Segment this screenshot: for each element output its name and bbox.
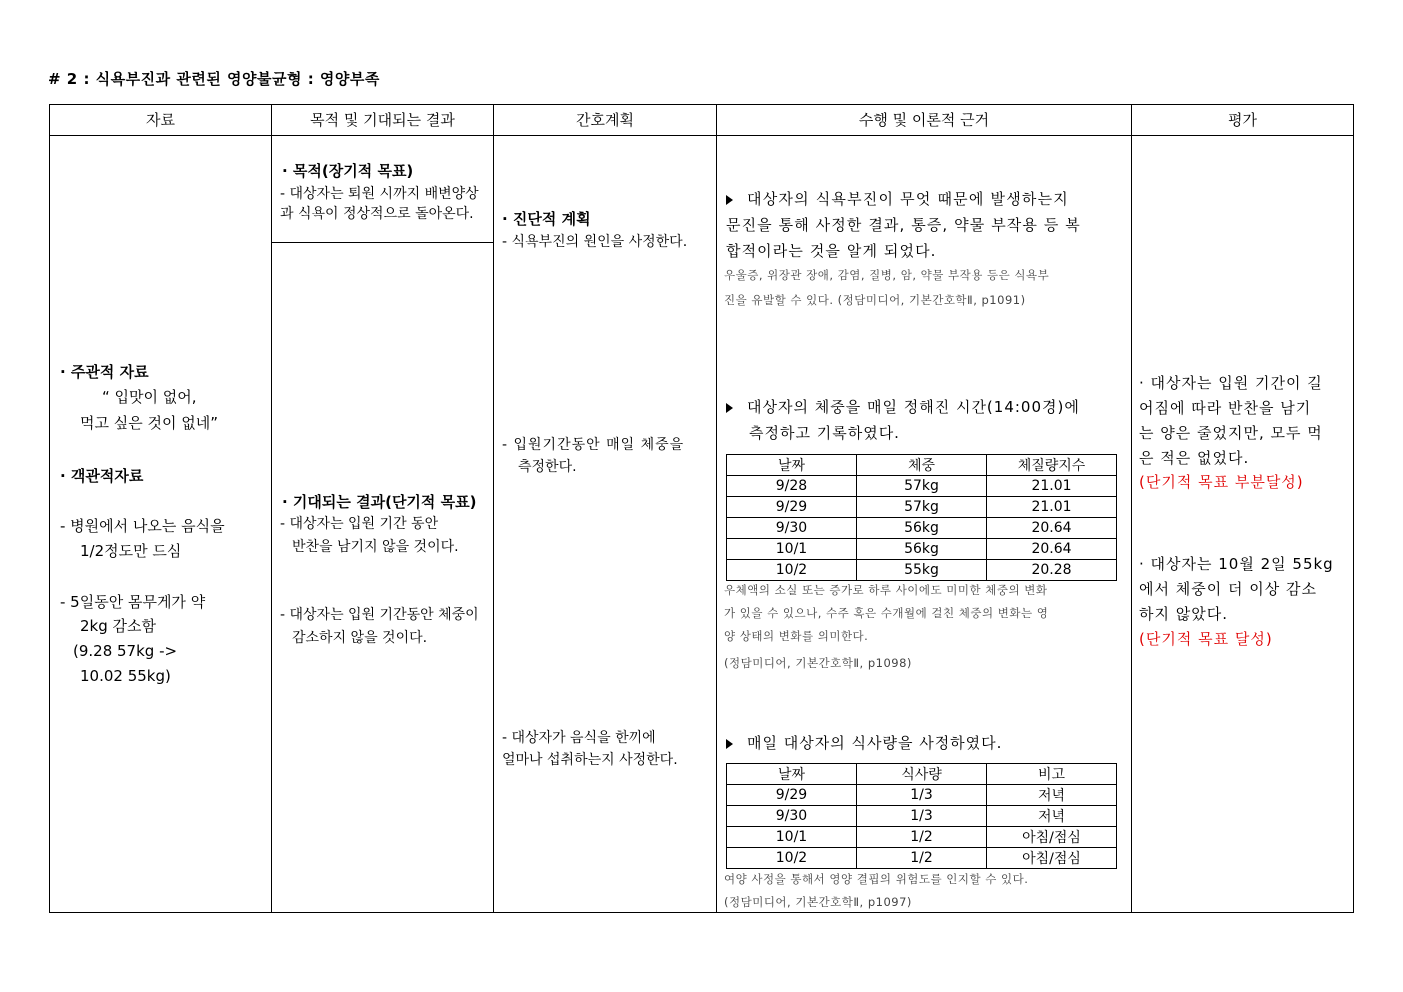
evaluation-text: · 대상자는 입원 기간이 길 [1139, 374, 1323, 392]
table-row [727, 848, 1117, 869]
evaluation-result: (단기적 목표 부분달성) [1139, 473, 1304, 491]
evaluation-text: 에서 체중이 더 이상 감소 [1139, 580, 1317, 598]
plan-item: 측정한다. [518, 459, 577, 475]
impl-text: 대상자의 체중을 매일 정해진 시간(14:00경)에 [747, 398, 1080, 416]
objective-item: 2kg 감소함 [80, 617, 156, 635]
plan-item: - 입원기간동안 매일 체중을 [502, 437, 685, 453]
table-cell: 1/3 [857, 806, 987, 827]
table-cell: 1/3 [857, 785, 987, 806]
citation: (정담미디어, 기본간호학Ⅱ, p1097) [724, 895, 912, 909]
table-cell: 57kg [857, 497, 987, 518]
table-cell: 10/2 [727, 848, 857, 869]
table-header-cell: 비고 [987, 764, 1117, 785]
plan-item: - 대상자가 음식을 한끼에 [502, 730, 656, 746]
impl-text: 대상자의 식욕부진이 무엇 때문에 발생하는지 [747, 190, 1069, 208]
col-border [49, 104, 50, 913]
table-row [727, 806, 1117, 827]
goal-divider [271, 242, 493, 243]
table-row [727, 560, 1117, 581]
short-term-goal-title: · 기대되는 결과(단기적 목표) [282, 493, 477, 511]
objective-item: - 병원에서 나오는 음식을 [60, 517, 225, 535]
diagnostic-plan-title: · 진단적 계획 [502, 210, 591, 228]
short-term-goal: 반찬을 남기지 않을 것이다. [292, 539, 459, 555]
impl-paragraph [726, 731, 1002, 756]
plan-item: 얼마나 섭취하는지 사정한다. [502, 752, 678, 768]
table-cell: 20.28 [987, 560, 1117, 581]
citation: 가 있을 수 있으나, 수주 혹은 수개월에 걸친 체중의 변화는 영 [724, 606, 1049, 620]
evaluation-text: · 대상자는 10월 2일 55kg [1139, 555, 1334, 573]
table-cell: 9/29 [727, 785, 857, 806]
long-term-goal: - 대상자는 퇴원 시까지 배변양상 [280, 186, 479, 202]
impl-text: 측정하고 기록하였다. [749, 424, 900, 442]
table-header-cell: 체질량지수 [987, 455, 1117, 476]
table-row [727, 518, 1117, 539]
table-cell: 56kg [857, 518, 987, 539]
table-cell: 10/2 [727, 560, 857, 581]
objective-title: · 객관적자료 [60, 467, 144, 485]
table-header-cell: 식사량 [857, 764, 987, 785]
objective-item: (9.28 57kg -> [73, 642, 178, 660]
header-data: 자료 [146, 111, 175, 129]
table-cell: 9/28 [727, 476, 857, 497]
table-row [727, 827, 1117, 848]
evaluation-text: 는 양은 줄었지만, 모두 먹 [1139, 424, 1323, 442]
weight-table [726, 454, 1117, 581]
table-cell: 1/2 [857, 848, 987, 869]
table-header-cell: 날짜 [727, 764, 857, 785]
objective-item: 1/2정도만 드심 [80, 542, 182, 560]
col-border [1131, 104, 1132, 913]
objective-item: - 5일동안 몸무게가 약 [60, 593, 206, 611]
header-plan: 간호계획 [576, 111, 634, 129]
table-row [727, 476, 1117, 497]
subjective-quote: “ 입맛이 없어, [102, 388, 197, 406]
table-bottom-border [49, 912, 1354, 913]
table-cell: 저녁 [987, 806, 1117, 827]
short-term-goal: 감소하지 않을 것이다. [292, 630, 428, 646]
citation: 양 상태의 변화를 의미한다. [724, 629, 869, 643]
bullet-arrow-icon [726, 403, 733, 413]
citation: 진을 유발할 수 있다. (정담미디어, 기본간호학Ⅱ, p1091) [724, 293, 1026, 307]
table-cell: 9/30 [727, 806, 857, 827]
header-evaluation: 평가 [1228, 111, 1257, 129]
table-cell: 10/1 [727, 827, 857, 848]
table-row [727, 539, 1117, 560]
long-term-goal: 과 식욕이 정상적으로 돌아온다. [280, 206, 474, 222]
table-cell: 아침/점심 [987, 827, 1117, 848]
table-cell: 21.01 [987, 476, 1117, 497]
impl-paragraph [726, 187, 1069, 212]
table-header-row [727, 764, 1117, 785]
table-cell: 20.64 [987, 518, 1117, 539]
table-cell: 21.01 [987, 497, 1117, 518]
objective-item: 10.02 55kg) [80, 667, 171, 685]
citation: 여양 사정을 통해서 영양 결핍의 위험도를 인지할 수 있다. [724, 872, 1029, 886]
page-title: # 2 : 식욕부진과 관련된 영양불균형 : 영양부족 [48, 70, 380, 88]
col-border [271, 104, 272, 913]
col-border [1353, 104, 1354, 913]
table-header-cell: 체중 [857, 455, 987, 476]
table-header-row [727, 455, 1117, 476]
bullet-arrow-icon [726, 195, 733, 205]
header-bottom-border [49, 135, 1354, 136]
table-cell: 56kg [857, 539, 987, 560]
table-cell: 57kg [857, 476, 987, 497]
short-term-goal: - 대상자는 입원 기간 동안 [280, 516, 439, 532]
evaluation-text: 어짐에 따라 반찬을 남기 [1139, 399, 1312, 417]
impl-paragraph [726, 395, 1080, 420]
table-cell: 9/30 [727, 518, 857, 539]
table-cell: 10/1 [727, 539, 857, 560]
table-header-cell: 날짜 [727, 455, 857, 476]
evaluation-result: (단기적 목표 달성) [1139, 630, 1273, 648]
table-cell: 1/2 [857, 827, 987, 848]
impl-text: 합적이라는 것을 알게 되었다. [726, 242, 937, 260]
col-border [716, 104, 717, 913]
intake-table [726, 763, 1117, 869]
subjective-quote: 먹고 싶은 것이 없네” [80, 414, 218, 432]
long-term-goal-title: · 목적(장기적 목표) [282, 162, 414, 180]
table-row [727, 497, 1117, 518]
subjective-title: · 주관적 자료 [60, 363, 149, 381]
col-border [493, 104, 494, 913]
table-cell: 9/29 [727, 497, 857, 518]
header-implementation: 수행 및 이론적 근거 [858, 111, 990, 129]
impl-text: 매일 대상자의 식사량을 사정하였다. [747, 734, 1003, 752]
citation: 우울증, 위장관 장애, 감염, 질병, 암, 약물 부작용 등은 식욕부 [724, 268, 1050, 282]
table-cell: 아침/점심 [987, 848, 1117, 869]
evaluation-text: 하지 않았다. [1139, 605, 1228, 623]
evaluation-text: 은 적은 없었다. [1139, 449, 1250, 467]
citation: (정담미디어, 기본간호학Ⅱ, p1098) [724, 656, 912, 670]
table-cell: 55kg [857, 560, 987, 581]
table-cell: 저녁 [987, 785, 1117, 806]
short-term-goal: - 대상자는 입원 기간동안 체중이 [280, 607, 479, 623]
plan-item: - 식욕부진의 원인을 사정한다. [502, 234, 688, 250]
impl-text: 문진을 통해 사정한 결과, 통증, 약물 부작용 등 복 [726, 216, 1081, 234]
table-row [727, 785, 1117, 806]
header-goal: 목적 및 기대되는 결과 [310, 111, 455, 129]
bullet-arrow-icon [726, 739, 733, 749]
table-cell: 20.64 [987, 539, 1117, 560]
citation: 우체액의 소실 또는 증가로 하루 사이에도 미미한 체중의 변화 [724, 583, 1048, 597]
